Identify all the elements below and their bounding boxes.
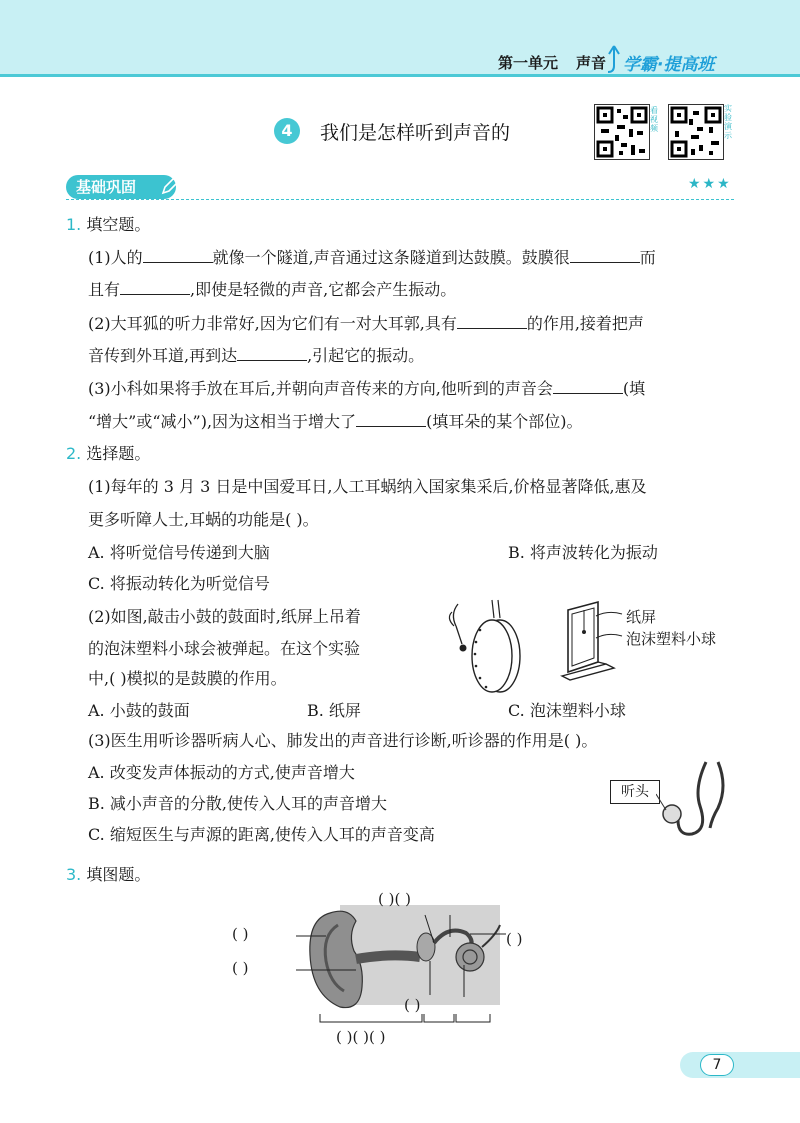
fill-blank[interactable] (457, 312, 527, 329)
option-b[interactable]: B. 纸屏 (307, 701, 361, 720)
leader-line (296, 932, 326, 942)
q2-item1-line1: (1)每年的 3 月 3 日是中国爱耳日,人工耳蜗纳入国家集采后,价格显著降低,惠及 (88, 477, 647, 496)
q1-text: 就像一个隧道,声音通过这条隧道到达鼓膜。鼓膜很 (212, 248, 570, 267)
q1-text: “增大”或“减小”),因为这相当于增大了 (88, 412, 357, 431)
q2-item2-line2: 的泡沫塑料小球会被弹起。在这个实验 (88, 639, 361, 658)
answer-bracket-left-1[interactable]: ( ) (232, 925, 249, 943)
q1-text: 音传到外耳道,再到达 (88, 346, 238, 365)
leader-line (296, 966, 356, 976)
qr-code-icon[interactable] (594, 104, 650, 160)
qr-label-video: 看视频 (650, 106, 658, 133)
question-3-heading (66, 862, 150, 885)
stethoscope-icon (656, 758, 736, 840)
topic-label: 声音 (576, 54, 607, 72)
q1-item3-line2 (88, 409, 583, 432)
page-number: 7 (700, 1054, 734, 1076)
q1-text: (填耳朵的某个部位)。 (426, 412, 583, 431)
fill-blank[interactable] (553, 377, 623, 394)
fill-blank[interactable] (570, 246, 640, 263)
answer-bracket-left-2[interactable]: ( ) (232, 959, 249, 977)
difficulty-stars: ★★★ (688, 176, 732, 192)
q2-item3-line1: (3)医生用听诊器听病人心、肺发出的声音进行诊断,听诊器的作用是( )。 (88, 731, 598, 750)
question-title: 填图题。 (86, 865, 151, 884)
q2-item2-line1: (2)如图,敲击小鼓的鼓面时,纸屏上吊着 (88, 607, 361, 626)
drum-figure (440, 596, 530, 696)
option-c[interactable]: C. 将振动转化为听觉信号 (88, 574, 270, 593)
q1-text: (1)人的 (88, 248, 143, 267)
question-title: 选择题。 (86, 444, 151, 463)
option-c[interactable]: C. 泡沫塑料小球 (508, 701, 626, 720)
fill-blank[interactable] (120, 278, 190, 295)
stethoscope-label: 听头 (610, 780, 660, 804)
section-divider (66, 199, 734, 200)
q1-text: ,即使是轻微的声音,它都会产生振动。 (190, 280, 457, 299)
q1-text: 且有 (88, 280, 121, 299)
qr-code-icon[interactable] (668, 104, 724, 160)
lesson-title: 我们是怎样听到声音的 (320, 122, 511, 144)
option-a[interactable]: A. 将听觉信号传递到大脑 (88, 543, 270, 562)
pencil-icon (160, 176, 180, 196)
q2-item2-line3: 中,( )模拟的是鼓膜的作用。 (88, 669, 287, 688)
q1-item3-line1 (88, 376, 645, 399)
figure-label-foam-ball: 泡沫塑料小球 (626, 630, 717, 648)
bracket-line (318, 1012, 494, 1026)
q1-item1-line2 (88, 277, 456, 300)
question-number: 3. (66, 865, 82, 884)
question-1-heading (66, 212, 150, 235)
question-number: 2. (66, 444, 82, 463)
answer-bracket-right[interactable]: ( ) (506, 930, 523, 948)
q1-item2-line2 (88, 343, 424, 366)
question-2-heading (66, 441, 150, 464)
brand-logo: 学霸·提高班 (623, 55, 715, 75)
footer-band (680, 1052, 800, 1078)
fill-blank[interactable] (143, 246, 213, 263)
fill-blank[interactable] (356, 410, 426, 427)
label-pointer (594, 608, 624, 648)
option-b[interactable]: B. 将声波转化为振动 (508, 543, 658, 562)
fill-blank[interactable] (237, 344, 307, 361)
answer-bracket-bottom[interactable]: ( )( )( ) (336, 1028, 386, 1046)
section-title: 基础巩固 (66, 175, 176, 199)
q1-text: (填 (622, 379, 646, 398)
q1-text: 而 (639, 248, 656, 267)
q1-text: 的作用,接着把声 (526, 314, 644, 333)
unit-label: 第一单元 (498, 54, 559, 72)
question-title: 填空题。 (86, 215, 151, 234)
option-a[interactable]: A. 小鼓的鼓面 (88, 701, 190, 720)
q1-item2-line1 (88, 311, 644, 334)
answer-bracket-mid[interactable]: ( ) (404, 996, 421, 1014)
leader-line (470, 930, 506, 940)
q1-item1-line1 (88, 245, 656, 268)
figure-label-paper-screen: 纸屏 (626, 608, 657, 626)
q1-text: ,引起它的振动。 (307, 346, 425, 365)
lesson-number: 4 (274, 118, 300, 144)
q1-text: (3)小科如果将手放在耳后,并朝向声音传来的方向,他听到的声音会 (88, 379, 553, 398)
option-b[interactable]: B. 减小声音的分散,使传入人耳的声音增大 (88, 794, 388, 813)
answer-bracket-top[interactable]: ( )( ) (378, 890, 411, 908)
q1-text: (2)大耳狐的听力非常好,因为它们有一对大耳郭,具有 (88, 314, 457, 333)
option-a[interactable]: A. 改变发声体振动的方式,使声音增大 (88, 763, 355, 782)
question-number: 1. (66, 215, 82, 234)
arrow-icon (606, 44, 622, 74)
qr-label-experiment: 实验演示 (724, 104, 732, 140)
option-c[interactable]: C. 缩短医生与声源的距离,使传入人耳的声音变高 (88, 825, 435, 844)
q2-item1-line2: 更多听障人士,耳蜗的功能是( )。 (88, 510, 319, 529)
